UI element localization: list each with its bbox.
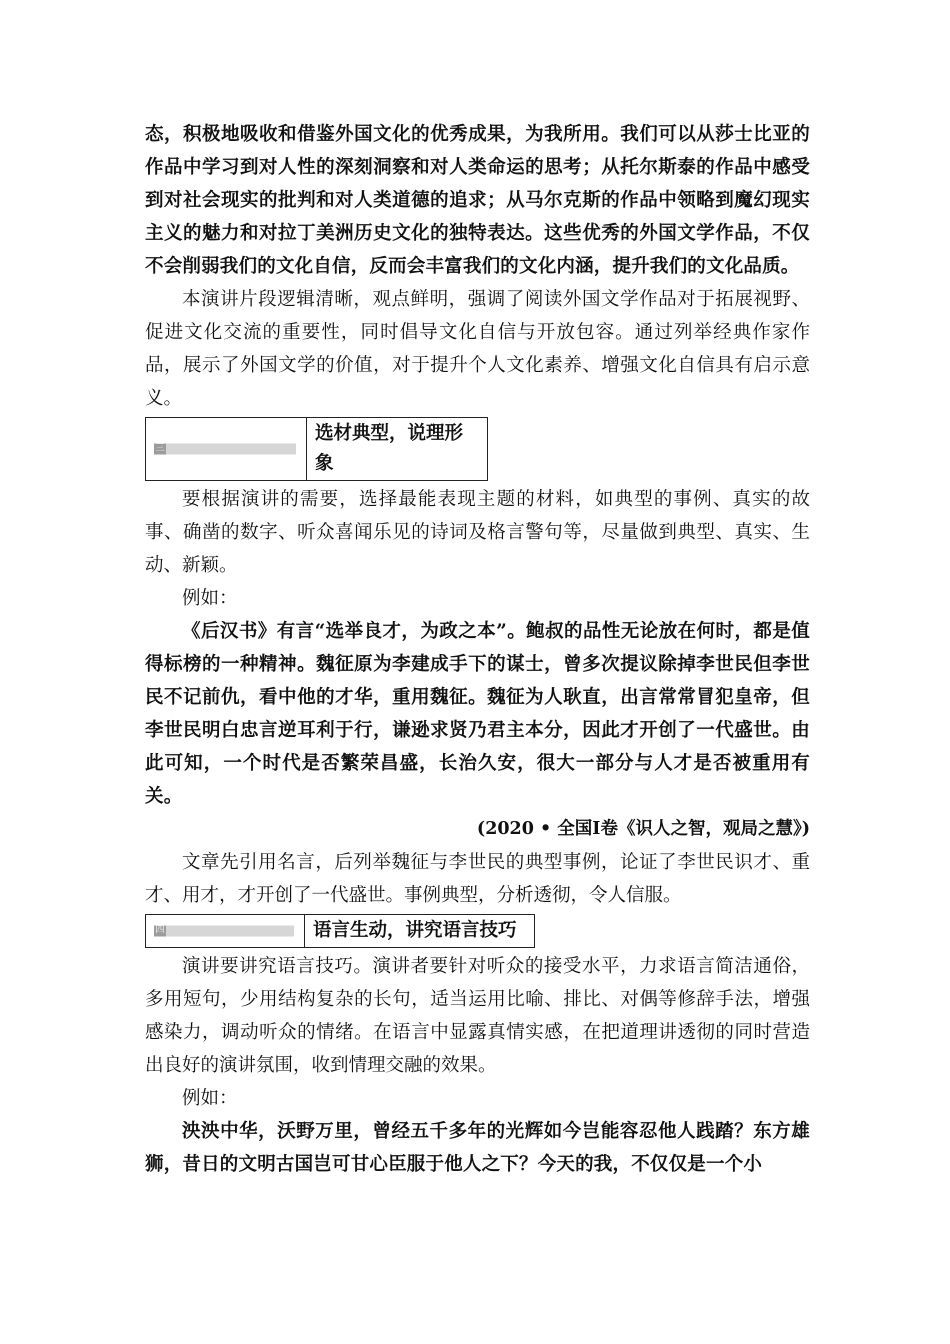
section-number-badge: 四 [155, 925, 165, 936]
section-label-bar [154, 444, 296, 455]
paragraph-commentary-1: 本演讲片段逻辑清晰，观点鲜明，强调了阅读外国文学作品对于拓展视野、促进文化交流的重要性，同时倡导文化自信与开放包容。通过列举经典作家作品，展示了外国文学的价值，对于提升个人文化素养、增强文化自信具有启示意义。 [145, 289, 810, 409]
example-quote-1: 《后汉书》有言“选举良才，为政之本”。鲍叔的品性无论放在何时，都是值得标榜的一种精神。魏征原为李建成手下的谋士，曾多次提议除掉李世民但李世民不记前仇，看中他的才华，重用魏征。魏征为人耿直，出言常常冒犯皇帝，但李世民明白忠言逆耳利于行，谦逊求贤乃君主本分，因此才开创了一代盛世。由此可知，一个时代是否繁荣昌盛，长治久安，很大一部分与人才是否被重用有关。 [145, 621, 810, 807]
paragraph-continued: 态，积极地吸收和借鉴外国文化的优秀成果，为我所用。我们可以从莎士比亚的作品中学习到对人性的深刻洞察和对人类命运的思考；从托尔斯泰的作品中感受到对社会现实的批判和对人类道德的追求；从马尔克斯的作品中领略到魔幻现实主义的魅力和对拉丁美洲历史文化的独特表达。这些优秀的外国文学作品，不仅不会削弱我们的文化自信，反而会丰富我们的文化内涵，提升我们的文化品质。 [145, 124, 810, 277]
section-heading-3 [145, 417, 488, 481]
section-title: 选材典型，说理形象 [315, 423, 464, 474]
example-label-2: 例如： [182, 1088, 238, 1109]
example-label-1: 例如： [182, 588, 238, 609]
section-number-badge: 三 [155, 443, 165, 454]
paragraph-method-1: 要根据演讲的需要，选择最能表现主题的材料，如典型的事例、真实的故事、确凿的数字、听众喜闻乐见的诗词及格言警句等，尽量做到典型、真实、生动、新颖。 [145, 489, 810, 576]
document-page [145, 118, 810, 1181]
section-label-cell [146, 418, 307, 480]
section-heading-4 [145, 914, 535, 948]
paragraph-method-2: 演讲要讲究语言技巧。演讲者要针对听众的接受水平，力求语言简洁通俗，多用短句，少用结构复杂的长句，适当运用比喻、排比、对偶等修辞手法，增强感染力，调动听众的情绪。在语言中显露真情实感，在把道理讲透彻的同时营造出良好的演讲氛围，收到情理交融的效果。 [145, 956, 810, 1076]
section-label-cell [146, 915, 305, 947]
example-source: (2020 • 全国Ⅰ卷《识人之智，观局之慧》) [476, 819, 810, 839]
section-label-bar [154, 926, 294, 937]
section-title: 语言生动，讲究语言技巧 [313, 920, 517, 941]
paragraph-commentary-2: 文章先引用名言，后列举魏征与李世民的典型事例，论证了李世民识才、重才、用才，才开创了一代盛世。事例典型，分析透彻，令人信服。 [145, 852, 810, 906]
example-quote-2: 泱泱中华，沃野万里，曾经五千多年的光辉如今岂能容忍他人践踏？东方雄狮，昔日的文明古国岂可甘心臣服于他人之下？今天的我，不仅仅是一个小 [145, 1121, 810, 1175]
